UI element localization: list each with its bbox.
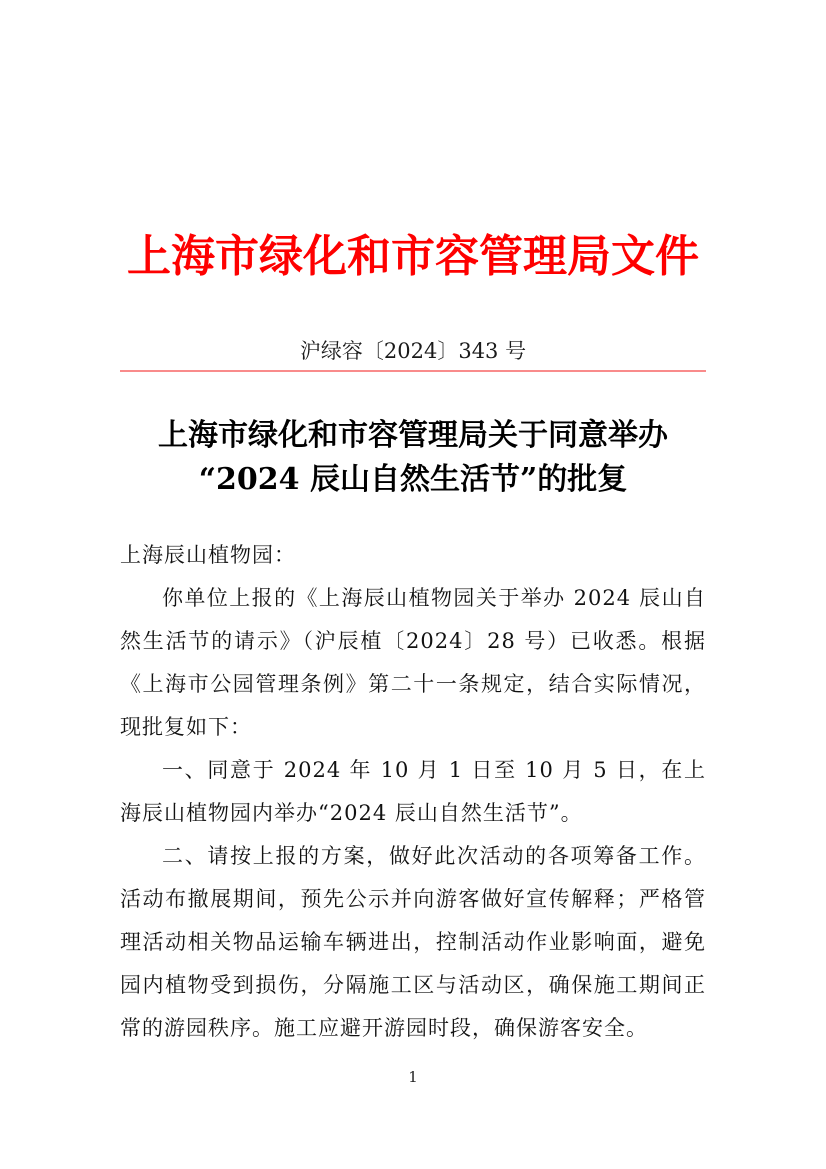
document-title-line2: “2024 辰山自然生活节”的批复 <box>198 462 628 497</box>
document-content <box>120 230 706 1050</box>
document-header-title: 上海市绿化和市容管理局文件 <box>127 231 699 282</box>
document-body <box>120 534 706 1050</box>
document-title-line1: 上海市绿化和市容管理局关于同意举办 <box>158 418 668 453</box>
body-paragraph-2: 一、同意于 2024 年 10 月 1 日至 10 月 5 日，在上海辰山植物园内举办“2024 辰山自然生活节”。 <box>120 758 706 825</box>
red-divider-line <box>120 370 706 372</box>
body-paragraph-1: 你单位上报的《上海辰山植物园关于举办 2024 辰山自然生活节的请示》（沪辰植〔2024〕28 号）已收悉。根据《上海市公园管理条例》第二十一条规定，结合实际情况，现批复如下： <box>120 586 706 739</box>
page-number: 1 <box>408 1068 418 1086</box>
body-paragraph-3: 二、请按上报的方案，做好此次活动的各项筹备工作。活动布撤展期间，预先公示并向游客做好宣传解释；严格管理活动相关物品运输车辆进出，控制活动作业影响面，避免园内植物受到损伤，分隔施工区与活动区，确保施工期间正常的游园秩序。施工应避开游园时段，确保游客安全。 <box>120 844 706 1040</box>
recipient-salutation: 上海辰山植物园： <box>120 543 296 567</box>
document-title <box>120 414 706 502</box>
document-number: 沪绿容〔2024〕343 号 <box>299 339 527 363</box>
